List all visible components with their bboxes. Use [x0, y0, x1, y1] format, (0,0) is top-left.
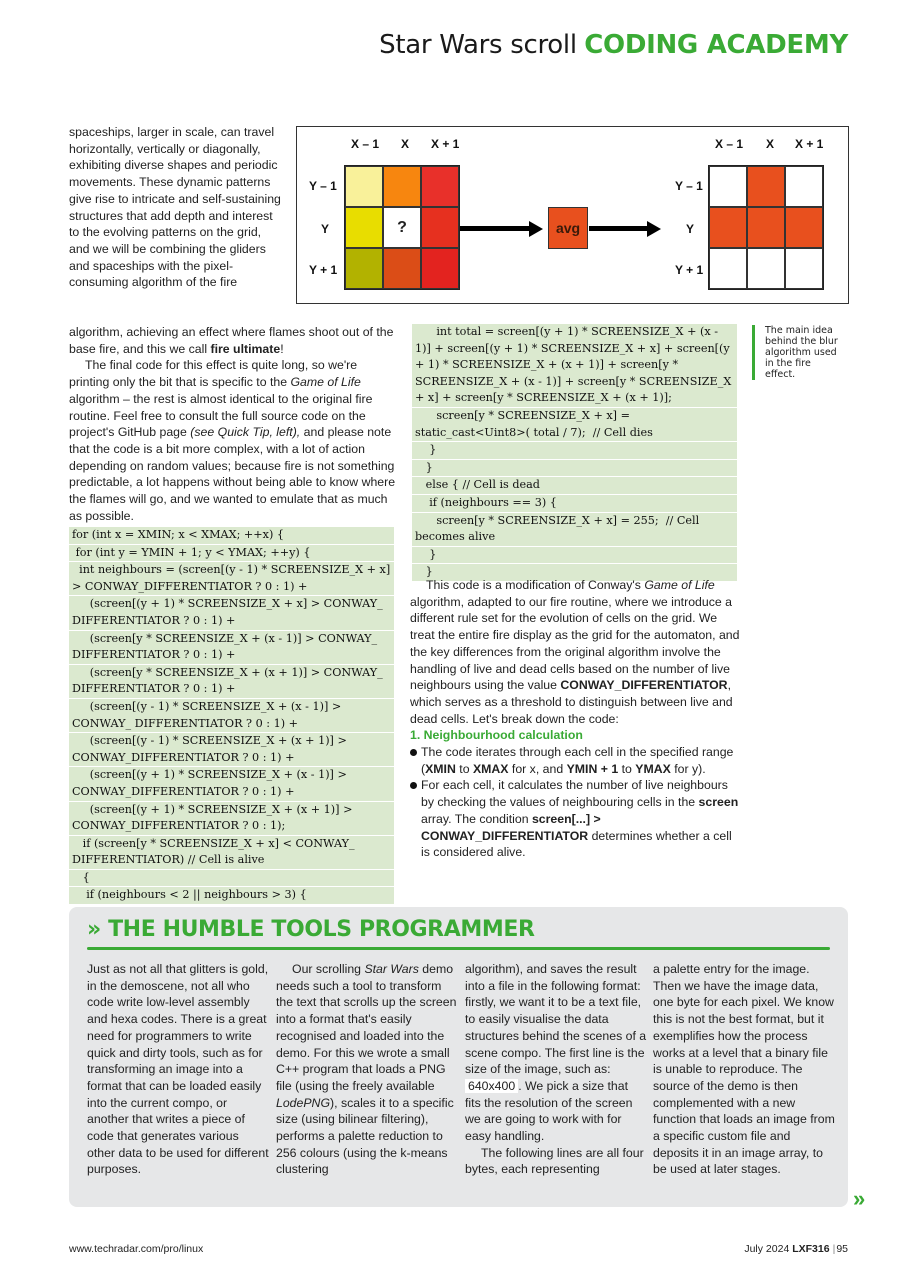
code-line: int neighbours = (screen[(y - 1) * SCREENSIZE_X + x] > CONWAY_DIFFERENTIATOR ? 0 : 1) + [69, 562, 394, 596]
text-run: to [618, 761, 636, 776]
code-line: if (neighbours < 2 || neighbours > 3) { [69, 887, 394, 905]
text-run: demo needs such a tool to transform the text that scrolls up the screen into a format that's easily recognised and loaded into the demo. For this we wrote a small C++ program that loads a PNG file (using the freely available [276, 962, 457, 1093]
code-line: screen[y * SCREENSIZE_X + x] = 255; // Cell becomes alive [412, 513, 737, 547]
text-run: The code iterates through each cell in the specified range ( [421, 745, 734, 776]
figure-caption: The main idea behind the blur algorithm used in the fire effect. [752, 325, 842, 380]
text-run: algorithm, achieving an effect where flames shoot out of the base fire, and this we call [69, 325, 394, 356]
code-line: if (screen[y * SCREENSIZE_X + x] < CONWAY_ DIFFERENTIATOR) // Cell is alive [69, 836, 394, 870]
italic-term: Star Wars [364, 962, 419, 976]
grid-cell [345, 207, 383, 248]
italic-term: Game of Life [644, 578, 715, 592]
bold-term: screen[...] > CONWAY_DIFFERENTIATOR [421, 811, 601, 843]
left-column-body [69, 324, 399, 524]
boxout-column-3 [465, 961, 647, 1178]
text-run: For each cell, it calculates the number of live neighbours by checking the values of neighbouring cells in the [421, 778, 728, 810]
code-line: else { // Cell is dead [412, 477, 737, 495]
grid-cell-unknown: ? [383, 207, 421, 248]
double-chevron-right-icon: » [87, 917, 101, 942]
blur-algorithm-figure [296, 126, 849, 304]
subheading: 1. Neighbourhood calculation [410, 728, 583, 743]
bullet-item [410, 744, 742, 777]
boxout-column-4 [653, 961, 835, 1178]
text-run: for x, and [508, 761, 567, 776]
arrow-line [460, 226, 532, 231]
footer-issue-info [744, 1243, 848, 1255]
header-section: CODING ACADEMY [584, 30, 848, 60]
input-grid [344, 165, 460, 290]
grid-cell [383, 166, 421, 207]
text-run: This code is a modification of Conway's [426, 578, 645, 592]
col-label: X [401, 137, 410, 151]
text-run: ), scales it to a specific size (using bilinear filtering), performs a palette reduction to 256 colours (using the k-means clustering [276, 1095, 454, 1177]
grid-cell [421, 207, 459, 248]
body-paragraph: a palette entry for the image. Then we have the image data, one byte for each pixel. We know this is not the best format, but it exemplifies how the process works at a level that a binary file is unable to reproduce. The source of the demo is then complemented with a new function that loads an image from a specific custom file and deposits it in an image array, to be used at later stages. [653, 962, 835, 1177]
text-run: determines whether a cell is considered alive. [421, 828, 732, 860]
row-label: Y + 1 [309, 263, 338, 277]
text-run: and please note that the code is a bit more complex, with a lot of action depending on random values; because fire is not something predictable, a lot happens without being able to know where the flames will go, and we wanted to emulate that as much as possible. [69, 425, 396, 523]
code-line: for (int x = XMIN; x < XMAX; ++x) { [69, 527, 394, 545]
grid-cell [709, 248, 747, 289]
separator: | [832, 1243, 836, 1255]
bold-term: fire ultimate [210, 341, 281, 356]
code-line: } [412, 442, 737, 460]
col-label: X + 1 [795, 137, 824, 151]
col-label: X + 1 [431, 137, 460, 151]
col-label: X – 1 [351, 137, 380, 151]
code-line: (screen[(y + 1) * SCREENSIZE_X + (x + 1)] > CONWAY_DIFFERENTIATOR ? 0 : 1); [69, 802, 394, 836]
bold-term: XMAX [472, 761, 509, 776]
code-line: } [412, 460, 737, 478]
continue-chevron-icon: » [853, 1186, 866, 1211]
right-column-body [410, 577, 742, 861]
grid-cell [747, 207, 785, 248]
code-line: } [412, 564, 737, 582]
text-run: array. The condition [421, 811, 532, 826]
text-run: algorithm – the rest is almost identical to the original fire routine. Feel free to consult the full source code on the project's GitHub page [69, 391, 373, 440]
body-paragraph: Just as not all that glitters is gold, in the demoscene, not all who code write low-level assembly and hexa codes. There is a great need for programmers to write quick and dirty tools, such as for transforming an image into a format that can be loaded easily into the current compo, or another that writes a piece of code that generates various other data to be used for different purposes. [87, 962, 269, 1177]
grid-cell [709, 166, 747, 207]
divider [87, 947, 830, 950]
page-header [379, 28, 848, 60]
code-line: (screen[(y + 1) * SCREENSIZE_X + x] > CONWAY_ DIFFERENTIATOR ? 0 : 1) + [69, 596, 394, 630]
code-line: (screen[y * SCREENSIZE_X + (x - 1)] > CONWAY_ DIFFERENTIATOR ? 0 : 1) + [69, 631, 394, 665]
code-listing-part2 [412, 324, 737, 582]
text-run: . We pick a size that fits the resolution of the screen we are going to work with for easy handling. [465, 1078, 633, 1144]
bold-term: YMIN + 1 [566, 761, 619, 776]
italic-term: LodePNG [276, 1095, 331, 1110]
text-run: to [455, 761, 473, 776]
grid-cell [383, 248, 421, 289]
avg-box: avg [548, 207, 588, 249]
body-paragraph: The following lines are all four bytes, each representing [465, 1145, 644, 1177]
arrow-right-icon [647, 221, 661, 237]
text-run: Our scrolling [292, 962, 365, 976]
text-run: algorithm, adapted to our fire routine, where we introduce a different rule set for the evolution of cells on the grid. We treat the entire fire display as the grid for the automaton, and the key differences from the original algorithm involve the handling of live and dead cells based on the number of live neighbours using the value [410, 594, 740, 693]
row-label: Y + 1 [675, 263, 704, 277]
code-listing-part1 [69, 527, 394, 905]
body-paragraph [69, 324, 399, 357]
text-run: for y). [670, 761, 706, 776]
text-run: algorithm), and saves the result into a file in the following format: firstly, we want it to be a text file, to easily visualise the data structures behind the scenes of a scene compo. The first line is the size of the image, such as: [465, 962, 647, 1077]
grid-cell [421, 166, 459, 207]
col-label: X [766, 137, 775, 151]
inline-code: 640x400 [465, 1079, 518, 1093]
bold-term: CONWAY_DIFFERENTIATOR [560, 678, 728, 693]
body-paragraph [276, 961, 458, 1178]
body-paragraph: spaceships, larger in scale, can travel horizontally, vertically or diagonally, exhibiting diverse shapes and periodic movements. These dynamic patterns give rise to intricate and self-sustaining structures that add depth and interest to the evolving patterns on the grid, and we will be combining the gliders and spaceships with the pixel-consuming algorithm of the fire [69, 125, 281, 290]
body-paragraph [465, 961, 647, 1145]
bullet-item [410, 777, 742, 861]
boxout-column-2 [276, 961, 458, 1178]
code-line: int total = screen[(y + 1) * SCREENSIZE_X + (x - 1)] + screen[(y + 1) * SCREENSIZE_X + x] + screen[(y + 1) * SCREENSIZE_X + (x + 1)] + screen[y * SCREENSIZE_X + (x - 1)] + screen[y * SCREENSIZE_X + x] + screen[y * SCREENSIZE_X + (x + 1)]; [412, 324, 737, 408]
bold-term: YMAX [635, 761, 671, 776]
grid-cell [421, 248, 459, 289]
grid-cell [345, 248, 383, 289]
code-line: for (int y = YMIN + 1; y < YMAX; ++y) { [69, 545, 394, 563]
footer-url: www.techradar.com/pro/linux [69, 1243, 204, 1255]
row-label: Y – 1 [675, 179, 703, 193]
row-label: Y [686, 222, 695, 236]
header-title: Star Wars scroll [379, 30, 577, 60]
grid-cell [785, 248, 823, 289]
output-grid [708, 165, 824, 290]
body-paragraph [410, 577, 742, 727]
text-run: , which serves as a threshold to distinguish between live and dead cells. Let's break down the code: [410, 678, 733, 726]
row-label: Y [321, 222, 330, 236]
page-number: 95 [836, 1243, 848, 1255]
code-line: screen[y * SCREENSIZE_X + x] = static_cast<Uint8>( total / 7); // Cell dies [412, 408, 737, 442]
text-run: The final code for this effect is quite long, so we're printing only the bit that is specific to the [69, 358, 358, 390]
row-label: Y – 1 [309, 179, 337, 193]
arrow-right-icon [529, 221, 543, 237]
boxout-column-1 [87, 961, 269, 1178]
code-line: { [69, 870, 394, 888]
col-label: X – 1 [715, 137, 744, 151]
grid-cell [785, 207, 823, 248]
grid-cell [709, 207, 747, 248]
left-column-top [69, 124, 284, 291]
code-line: (screen[(y + 1) * SCREENSIZE_X + (x - 1)] > CONWAY_DIFFERENTIATOR ? 0 : 1) + [69, 767, 394, 801]
italic-term: Game of Life [290, 375, 361, 390]
code-line: } [412, 547, 737, 565]
grid-cell [747, 166, 785, 207]
code-line: (screen[(y - 1) * SCREENSIZE_X + (x - 1)] > CONWAY_ DIFFERENTIATOR ? 0 : 1) + [69, 699, 394, 733]
bold-term: screen [698, 795, 739, 810]
grid-cell [785, 166, 823, 207]
italic-term: (see Quick Tip, left), [190, 425, 301, 440]
text-run: ! [280, 341, 284, 356]
boxout-title-text: THE HUMBLE TOOLS PROGRAMMER [108, 917, 535, 942]
code-line: (screen[(y - 1) * SCREENSIZE_X + (x + 1)] > CONWAY_DIFFERENTIATOR ? 0 : 1) + [69, 733, 394, 767]
bold-term: XMIN [425, 761, 456, 776]
code-line: if (neighbours == 3) { [412, 495, 737, 513]
arrow-line [589, 226, 649, 231]
grid-cell [747, 248, 785, 289]
boxout-title [87, 917, 535, 942]
issue-date: July 2024 [744, 1243, 790, 1255]
boxout-panel [69, 907, 848, 1207]
body-paragraph [69, 357, 399, 524]
grid-cell [345, 166, 383, 207]
code-line: (screen[y * SCREENSIZE_X + (x + 1)] > CONWAY_ DIFFERENTIATOR ? 0 : 1) + [69, 665, 394, 699]
issue-number: LXF316 [792, 1243, 830, 1255]
